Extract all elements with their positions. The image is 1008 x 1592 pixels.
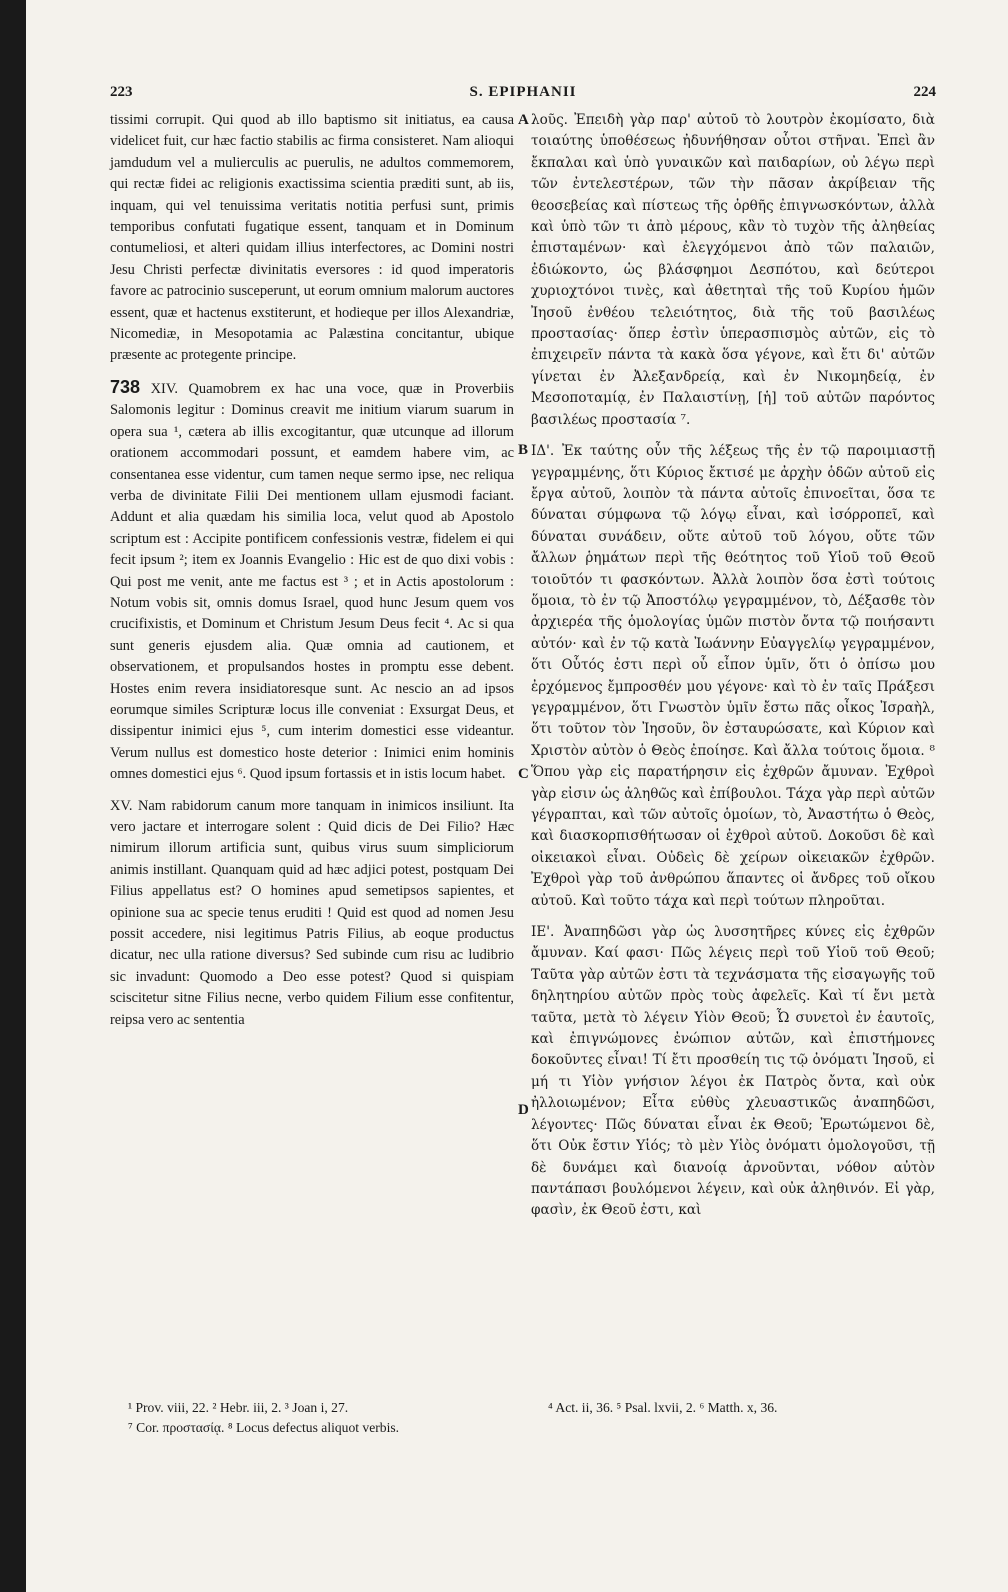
page-number-left: 223 (110, 84, 133, 100)
latin-paragraph-1: tissimi corrupit. Qui quod ab illo baptismo sit initiatus, ea causa videlicet fuit, cur hæc factio stabilis ac firma consisteret. Nam alioqui jamdudum vel a mulierculis ac puerulis, ne adultos commemorem, qui rectæ fidei ac religionis exactissima scientia præditi sunt, ab iis, inquam, qui vel tenuissima veritatis notitia perfusi sunt, primis temporibus confutati fugatique essent, tanquam et in Dominum contumeliosi, et alteri quidam illius interfectores, ac Domini nostri Jesu Christi perfectæ divinitatis eversores : id quod imperatoris favore ac patrocinio susceperunt, ut eorum omnium malorum auctores essent, quæ et hactenus exstiterunt, et hodieque per illos Alexandriæ, Nicomediæ, in Mesopotamia ac Palæstina concitantur, ubique præsente ac protegente principe. (110, 112, 515, 364)
margin-letter-a: A (518, 112, 529, 128)
margin-letter-c: C (518, 766, 529, 782)
latin-paragraph-2 (110, 377, 514, 786)
footnotes-right (548, 1398, 936, 1418)
footnotes-left (128, 1398, 514, 1438)
scan-edge-shadow (0, 0, 26, 1592)
margin-letter-b: B (518, 442, 529, 458)
greek-paragraph-3: ΙΕ'. Ἀναπηδῶσι γὰρ ὡς λυσσητῆρες κύνες εἰς ἐχθρῶν ἄμυναν. Καί φασι· Πῶς λέγεις περὶ τοῦ Υἱοῦ τοῦ Θεοῦ; Ταῦτα γὰρ αὐτῶν ἐστι τὰ τεχνάσματα τῆς εἰσαγωγῆς τοῦ δηλητηρίου αὐτῶν πρὸς τοὺς ἀφελεῖς. Καὶ τί ἔνι μετὰ ταῦτα, μετὰ τὸ λέγειν Υἱὸν Θεοῦ; Ὦ συνετοὶ ἐν ἑαυτοῖς, καὶ ἐπιγνώμονες ἐνώπιον αὐτῶν, καὶ ἐπιστήμονες δοκοῦντες εἶναι! Τί ἔτι προσθείη τις τῷ ὀνόματι Ἰησοῦ, εἰ μή τι Υἱὸν γνήσιον λέγοι ἐκ Πατρὸς ὄντα, καὶ οὐκ ἠλλοιωμένον; Εἶτα εὐθὺς χλευαστικῶς ἀναπηδῶσι, λέγοντες· Πῶς δύναται εἶναι ἐκ Θεοῦ; Ἐρωτώμενοι δὲ, ὅτι Οὐκ ἔστιν Υἱός; τὸ μὲν Υἱὸς ὀνόματι ὁμολογοῦσι, τῇ δὲ δυνάμει καὶ διανοίᾳ ἀρνοῦνται, νόθον αὐτὸν παντάπασι βουλόμενοι λέγειν, καὶ οὐκ ἀληθινόν. Εἰ γὰρ, φασὶν, ἐκ Θεοῦ ἐστι, καὶ (531, 924, 935, 1219)
greek-paragraph-1: λοῦς. Ἐπειδὴ γὰρ παρ' αὐτοῦ τὸ λουτρὸν ἐκομίσατο, διὰ τοιαύτης ὑποθέσεως ἠδυνήθησαν οὗτοι στῆναι. Ἐπεὶ ἂν ἔκπαλαι καὶ ὑπὸ γυναικῶν καὶ παιδαρίων, οὐ λέγω περὶ τῶν ἐντελεστέρων, τῶν τὴν πᾶσαν ἀκρίβειαν τῆς θεοσεβείας καὶ πίστεως τῆς ὀρθῆς ἐπιγνωσκόντων, ἀλλὰ καὶ ὑπὸ τῶν τι ἀπὸ μέρους, κἂν τὸ τυχὸν τῆς ἀληθείας ἐπισταμένων· καὶ ἐλεγχόμενοι ἀπὸ τῶν παλαιῶν, ἐδιώκοντο, ὡς βλάσφημοι Δεσπότου, καὶ δεύτεροι χυριοχτόνοι τινὲς, καὶ ἀθετηταὶ τῆς τοῦ Κυρίου ἡμῶν Ἰησοῦ ἐνθέου τελειότητος, διὰ τῆς τοῦ βασιλέως προστασίας· ὅπερ ἐστὶν ὑπερασπισμὸς αὐτῶν, εἰς τὸ ἐπιχειρεῖν πάντα τὰ κακὰ ὅσα γέγονε, καὶ ἔτι δι' αὐτῶν γίνεται ἐν Ἀλεξανδρείᾳ, καὶ ἐν Νικομηδείᾳ, ἐν Μεσοποταμίᾳ, ἐν Παλαιστίνῃ, [ἡ] τοῦ αὐτῶν παρόντος βασιλέως προστασία ⁷. (531, 112, 935, 428)
column-number-738: 738 (110, 376, 141, 397)
footnote-line: ⁴ Act. ii, 36. ⁵ Psal. lxvii, 2. ⁶ Matth. x, 36. (548, 1400, 778, 1415)
greek-column (531, 110, 935, 1222)
footnote-line: ⁷ Cor. προστασίᾳ. ⁸ Locus defectus aliquot verbis. (128, 1420, 400, 1435)
running-title: S. EPIPHANII (469, 84, 577, 100)
footnote-line: ¹ Prov. viii, 22. ² Hebr. iii, 2. ³ Joan i, 27. (128, 1400, 349, 1415)
margin-letter-d: D (518, 1102, 529, 1118)
latin-paragraph-2-text: XIV. Quamobrem ex hac una voce, quæ in Proverbiis Salomonis legitur : Dominus creavit me initium viarum suarum in opera sua ¹, cætera ab illis excogitantur, quæ utcunque ad illorum orationem accommodari possunt, et eamdem habere vim, ac consentanea esse videntur, cum tamen neque sermo ipse, nec reliqua verba de divinitate Filii Dei mentionem ullam ejusmodi faciant. Addunt et alia quædam his similia loca, velut quod ab Apostolo scriptum est : Accipite pontificem confessionis vestræ, fidelem ei qui fecit ipsum ²; item ex Joannis Evangelio : Hic est de quo dixi vobis : Qui post me venit, ante me factus est ³ ; et in Actis apostolorum : Notum vobis sit, omnis domus Israel, quod hunc Jesum quem vos crucifixistis, et Dominum et Christum Jesum Deus fecit ⁴. Ac si qua sunt generis ejusdem alia. Quæ omnia ad cautionem, et observationem, et propulsandos hostes in promptu esse debent. Hostes enim revera insidiatoresque sunt. Ac nescio an ad ipsos eorumque similes Scripturæ locus ille conveniat : Exsurgat Deus, et dissipentur inimici ejus ⁵, cum interim domestici esse videantur. Verum nullus est domestico hoste deterior : Inimici enim hominis omnes domestici ejus ⁶. Quod ipsum fortassis et in istis locum habet. (110, 380, 514, 783)
latin-column (110, 110, 514, 1031)
running-header (110, 84, 936, 108)
latin-paragraph-3: XV. Nam rabidorum canum more tanquam in inimicos insiliunt. Ita vero jactare et interrogare solent : Quid dicis de Dei Filio? Hæc nimirum illorum artificia sunt, quibus virus suum simpliciorum animis instillant. Quanquam quid ad hæc adjici potest, postquam Dei Filius appellatus est? O homines apud semetipsos sapientes, et opinione sua ac specie tenus eruditi ! Quid est quod ad nomen Jesu possit accedere, nisi legitimus Patris Filius, ab eoque productus dicatur, nec ulla ratione diversus? Sed subinde cum risu ac ludibrio sic invadunt: Quomodo a Deo esse potest? Quod si quispiam sciscitetur sitne Filius necne, verbo quidem Filium esse confitentur, reipsa vero ac sententia (110, 797, 514, 1028)
greek-paragraph-2: ΙΔ'. Ἐκ ταύτης οὖν τῆς λέξεως τῆς ἐν τῷ παροιμιαστῇ γεγραμμένης, ὅτι Κύριος ἔκτισέ με ἀρχὴν ὁδῶν αὐτοῦ εἰς ἔργα αὐτοῦ, λοιπὸν τὰ πάντα αὐτοῖς ἐπινοεῖται, ὅσα τε δύναται σύμφωνα τῷ λόγῳ εἶναι, καὶ ἰσόρροπεῖ, καὶ δύναται συνάδειν, οὔτε αὐτοῦ τοῦ λόγου, οὔτε τῶν ἄλλων ῥημάτων περὶ τῆς θεότητος τοῦ Υἱοῦ τοῦ Θεοῦ τοιοῦτόν τι φασκόντων. Ἀλλὰ λοιπὸν ὅσα ἐστὶ τούτοις ὅμοια, τὸ ἐν τῷ Ἀποστόλῳ γεγραμμένον, τὸ, Δέξασθε τὸν ἀρχιερέα τῆς ὁμολογίας ὑμῶν πιστὸν ὄντα τῷ ποιήσαντι αὐτόν· καὶ ἐν τῷ κατὰ Ἰωάννην Εὐαγγελίῳ γεγραμμένον, ὅτι Οὗτός ἐστι περὶ οὗ εἶπον ὑμῖν, ὅτι ὁ ὀπίσω μου ἐρχόμενος ἔμπροσθέν μου γέγονε· καὶ τὸ ἐν ταῖς Πράξεσι γεγραμμένον, ὅτι Γνωστὸν ὑμῖν ἔστω πᾶς οἶκος Ἰσραὴλ, ὅτι τοῦτον τὸν Ἰησοῦν, ὃν ἐσταυρώσατε, καὶ Κύριον καὶ Χριστὸν αὐτὸν ὁ Θεὸς ἐποίησε. Καὶ ἄλλα τούτοις ὅμοια. ⁸ Ὅπου γὰρ εἰς παρατήρησιν εἰς ἐχθρῶν ἄμυναν. Ἐχθροὶ γὰρ εἰσιν ὡς ἀληθῶς καὶ ἐπίβουλοι. Τάχα γὰρ περὶ αὐτῶν γέγραπται, καὶ τῶν αὐτοῖς ὁμοίων, τὸ, Ἀναστήτω ὁ Θεὸς, καὶ διασκορπισθήτωσαν οἱ ἐχθροὶ αὐτοῦ. Δοκοῦσι δὲ καὶ οἰκειακοὶ εἶναι. Οὐδεὶς δὲ χείρων οἰκειακῶν ἐχθρῶν. Ἐχθροὶ γὰρ τοῦ ἀνθρώπου ἅπαντες οἱ ἄνδρες τοῦ οἴκου αὐτοῦ. Καὶ τοῦτο τάχα καὶ περὶ τούτων πληροῦται. (531, 443, 935, 909)
page-number-right: 224 (913, 84, 936, 100)
